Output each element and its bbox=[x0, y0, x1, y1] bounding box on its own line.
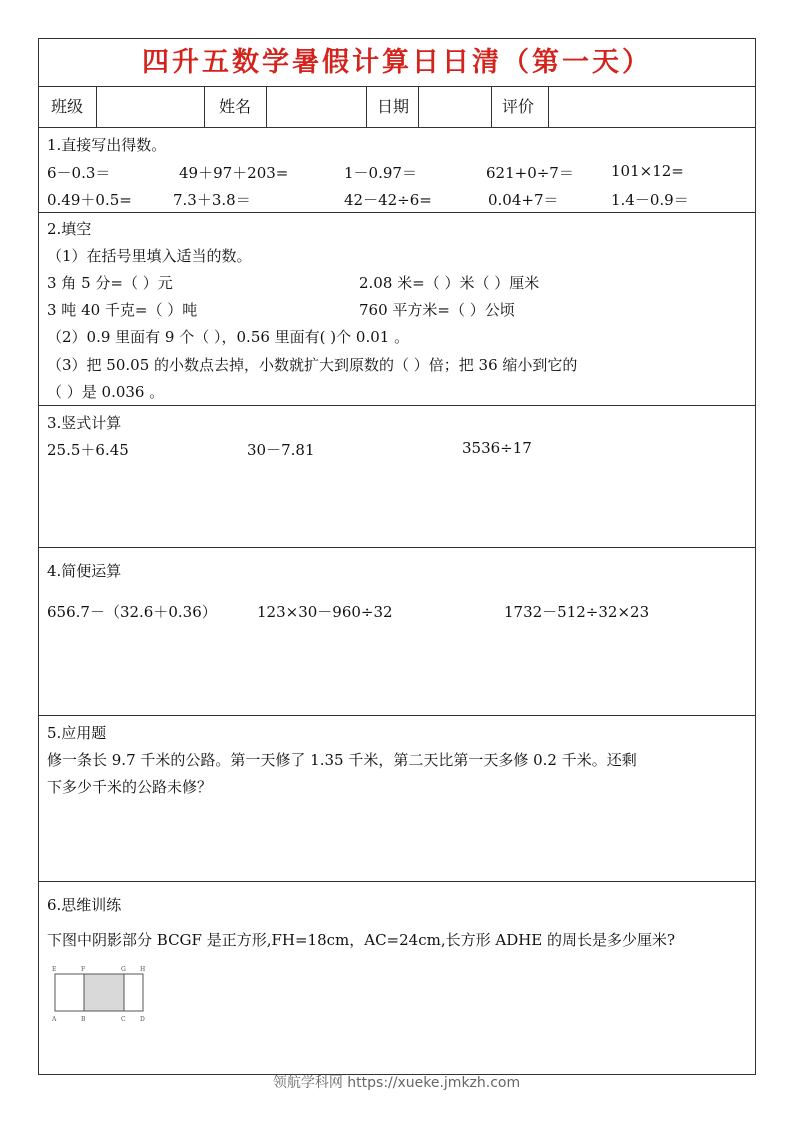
word-problem-line-2: 下多少千米的公路未修？ bbox=[47, 778, 213, 796]
section-1-title: 1.直接写出得数。 bbox=[47, 136, 167, 154]
label-d: D bbox=[140, 1016, 145, 1023]
page-title: 四升五数学暑假计算日日清（第一天） bbox=[39, 39, 755, 87]
vertical-calc-item: 3536÷17 bbox=[462, 439, 532, 457]
fill-question-3: （3）把 50.05 的小数点去掉，小数就扩大到原数的（ ）倍；把 36 缩小到它的 bbox=[47, 356, 578, 374]
info-row bbox=[39, 87, 755, 128]
fill-question-2: （2）0.9 里面有 9 个（ ），0.56 里面有( )个 0.01 。 bbox=[47, 328, 410, 346]
eval-field[interactable] bbox=[549, 87, 755, 127]
fill-item: 3 角 5 分=（ ）元 bbox=[47, 274, 173, 292]
section-6-title: 6.思维训练 bbox=[47, 896, 122, 914]
name-label: 姓名 bbox=[205, 87, 267, 127]
section-6 bbox=[39, 882, 755, 1074]
rectangle-figure bbox=[49, 962, 159, 1027]
calc-item: 1.4－0.9＝ bbox=[611, 191, 689, 209]
date-label: 日期 bbox=[367, 87, 419, 127]
calc-item: 621+0÷7＝ bbox=[486, 164, 574, 182]
shaded-square-bcgf bbox=[84, 974, 124, 1011]
section-5 bbox=[39, 716, 755, 882]
calc-item: 7.3＋3.8＝ bbox=[173, 191, 251, 209]
footer-watermark: 领航学科网 https://xueke.jmkzh.com bbox=[272, 1075, 521, 1091]
fill-item: 760 平方米=（ ）公顷 bbox=[359, 301, 515, 319]
calc-item: 0.04+7＝ bbox=[488, 191, 559, 209]
calc-item: 6－0.3＝ bbox=[47, 164, 111, 182]
label-e: E bbox=[52, 966, 57, 973]
section-1 bbox=[39, 128, 755, 213]
fill-question-3-cont: （ ）是 0.036 。 bbox=[47, 383, 165, 401]
vertical-calc-item: 30－7.81 bbox=[247, 441, 315, 459]
section-5-title: 5.应用题 bbox=[47, 724, 107, 742]
simplify-item: 656.7－（32.6＋0.36） bbox=[47, 603, 217, 621]
simplify-item: 123×30－960÷32 bbox=[257, 603, 393, 621]
calc-item: 1－0.97＝ bbox=[344, 164, 417, 182]
label-h: H bbox=[140, 966, 146, 973]
class-label: 班级 bbox=[39, 87, 97, 127]
class-field[interactable] bbox=[97, 87, 205, 127]
fill-item: 3 吨 40 千克=（ ）吨 bbox=[47, 301, 198, 319]
section-3-title: 3.竖式计算 bbox=[47, 414, 122, 432]
section-2 bbox=[39, 213, 755, 406]
worksheet-frame bbox=[38, 38, 756, 1075]
label-b: B bbox=[81, 1016, 86, 1023]
date-field[interactable] bbox=[419, 87, 492, 127]
label-g: G bbox=[121, 966, 126, 973]
label-c: C bbox=[121, 1016, 126, 1023]
section-3 bbox=[39, 406, 755, 548]
section-2-title: 2.填空 bbox=[47, 220, 92, 238]
calc-item: 42－42÷6= bbox=[344, 191, 432, 209]
label-a: A bbox=[52, 1016, 57, 1023]
label-f: F bbox=[81, 966, 86, 973]
calc-item: 49＋97＋203= bbox=[179, 164, 289, 182]
word-problem-line-1: 修一条长 9.7 千米的公路。第一天修了 1.35 千米，第二天比第一天多修 0.2 千米。还剩 bbox=[47, 751, 637, 769]
calc-item: 0.49＋0.5= bbox=[47, 191, 132, 209]
fill-item: 2.08 米=（ ）米（ ）厘米 bbox=[359, 274, 540, 292]
section-4 bbox=[39, 548, 755, 716]
simplify-item: 1732－512÷32×23 bbox=[504, 603, 650, 621]
eval-label: 评价 bbox=[492, 87, 549, 127]
section-4-title: 4.简便运算 bbox=[47, 562, 122, 580]
thinking-question: 下图中阴影部分 BCGF 是正方形,FH=18cm，AC=24cm,长方形 ADHE 的周长是多少厘米? bbox=[47, 931, 676, 949]
calc-item: 101×12= bbox=[611, 162, 684, 180]
name-field[interactable] bbox=[267, 87, 367, 127]
vertical-calc-item: 25.5＋6.45 bbox=[47, 441, 129, 459]
fill-question-1: （1）在括号里填入适当的数。 bbox=[47, 247, 252, 265]
